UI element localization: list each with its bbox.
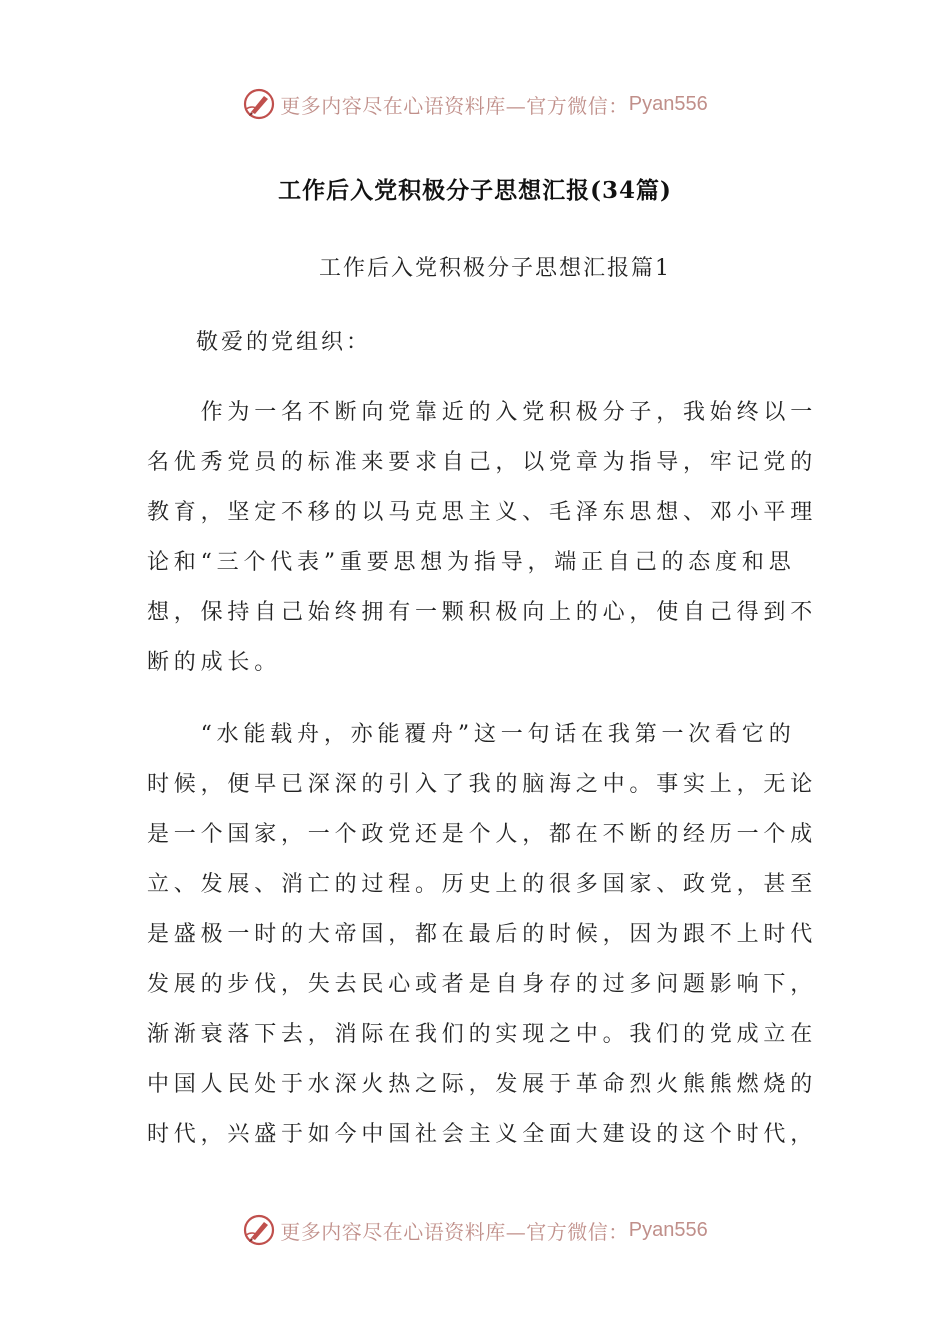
footer-banner <box>0 1210 950 1250</box>
paragraph-line: 时候，便早已深深的引入了我的脑海之中。事实上，无论 <box>147 772 818 797</box>
banner-account: Pyan556 <box>628 92 708 115</box>
paragraph-line: 是一个国家，一个政党还是个人，都在不断的经历一个成 <box>147 822 818 847</box>
paragraph-line: 中国人民处于水深火热之际，发展于革命烈火熊熊燃烧的 <box>147 1072 818 1097</box>
paragraph-line: “水能载舟，亦能覆舟”这一句话在我第一次看它的 <box>147 722 796 747</box>
paragraph-line: 教育，坚定不移的以马克思主义、毛泽东思想、邓小平理 <box>147 500 818 525</box>
banner-slogan: 更多内容尽在心语资料库—官方微信： <box>280 1219 629 1244</box>
pen-circle-icon <box>242 87 276 121</box>
paragraph-line: 渐渐衰落下去，消际在我们的实现之中。我们的党成立在 <box>147 1022 818 1047</box>
paragraph-line: 论和“三个代表”重要思想为指导，端正自己的态度和思 <box>147 550 796 575</box>
salutation: 敬爱的党组织： <box>196 330 372 355</box>
banner-slogan: 更多内容尽在心语资料库—官方微信： <box>280 93 629 118</box>
paragraph-line: 是盛极一时的大帝国，都在最后的时候，因为跟不上时代 <box>147 922 818 947</box>
paragraph-1 <box>147 388 818 688</box>
paragraph-line: 时代，兴盛于如今中国社会主义全面大建设的这个时代， <box>147 1122 818 1147</box>
paragraph-line: 作为一名不断向党靠近的入党积极分子，我始终以一 <box>147 400 818 425</box>
pen-circle-icon <box>242 1213 276 1247</box>
paragraph-line: 名优秀党员的标准来要求自己，以党章为指导，牢记党的 <box>147 450 818 475</box>
header-banner <box>0 84 950 124</box>
document-subtitle: 工作后入党积极分子思想汇报篇1 <box>319 256 671 281</box>
paragraph-line: 发展的步伐，失去民心或者是自身存的过多问题影响下， <box>147 972 818 997</box>
paragraph-line: 立、发展、消亡的过程。历史上的很多国家、政党，甚至 <box>147 872 818 897</box>
document-title: 工作后入党积极分子思想汇报(34篇) <box>278 177 672 204</box>
banner-account: Pyan556 <box>628 1218 708 1241</box>
paragraph-2 <box>147 710 818 1160</box>
paragraph-line: 想，保持自己始终拥有一颗积极向上的心，使自己得到不 <box>147 600 818 625</box>
paragraph-line: 断的成长。 <box>147 650 282 675</box>
